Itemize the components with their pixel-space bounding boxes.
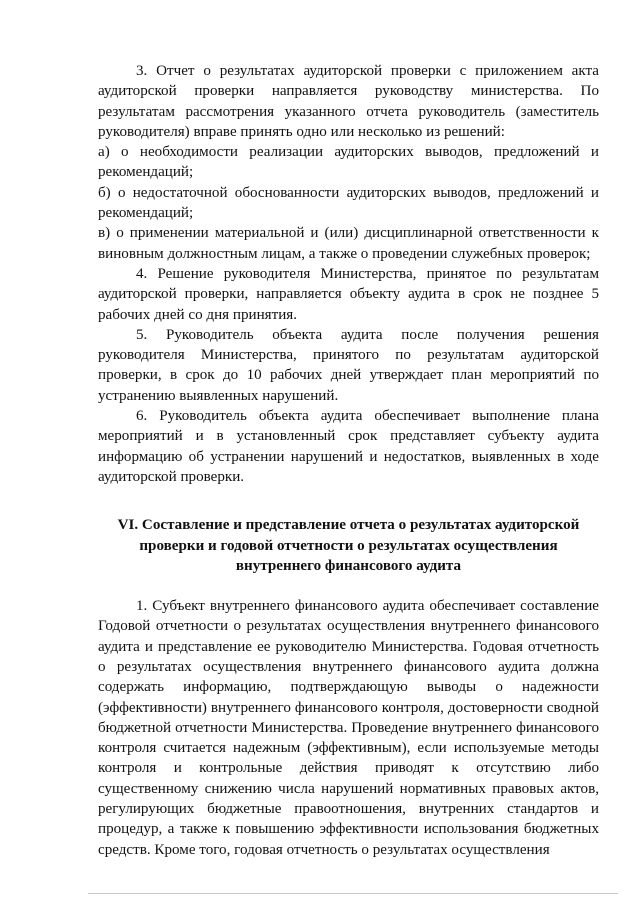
paragraph-item-6: 6. Руководитель объекта аудита обеспечивает выполнение плана мероприятий и в установленный срок представляет субъекту аудита информацию об устранении нарушений и недостатков, выявленных в ходе аудиторской проверки.	[98, 408, 599, 485]
page-bottom-edge	[88, 893, 618, 894]
paragraph-item-3: 3. Отчет о результатах аудиторской проверки с приложением акта аудиторской проверки направляется руководству министерства. По результатам рассмотрения указанного отчета руководитель (заместитель руководителя) вправе принять одно или несколько из решений:	[98, 63, 599, 140]
paragraph-option-b: б) о недостаточной обоснованности аудиторских выводов, предложений и рекомендаций;	[98, 184, 599, 222]
paragraph-option-c: в) о применении материальной и (или) дисциплинарной ответственности к виновным должностным лицам, а также о проведении служебных проверок;	[98, 225, 599, 262]
section-heading: VI. Составление и представление отчета о результатах аудиторской проверки и годовой отчетности о результатах осуществления внутреннего финансового аудита	[117, 517, 580, 575]
paragraph-section-item-1: 1. Субъект внутреннего финансового аудита обеспечивает составление Годовой отчетности о результатах осуществления внутреннего финансового аудита и представление ее руководителю Министерства. Годовая отчетность о результатах осуществления внутреннего финансового аудита должна содержать информацию, подтверждающую выводы о надежности (эффективности) внутреннего финансового контроля, достоверности сводной бюджетной отчетности Министерства. Проведение внутреннего финансового контроля считается надежным (эффективным), если используемые методы контроля и контрольные действия приводят к отсутствию либо существенному снижению числа нарушений нормативных правовых актов, регулирующих бюджетные правоотношения, внутренних стандартов и процедур, а также к повышению эффективности использования бюджетных средств. Кроме того, годовая отчетность о результатах осуществления	[98, 598, 599, 858]
paragraph-option-a: а) о необходимости реализации аудиторских выводов, предложений и рекомендаций;	[98, 144, 599, 181]
document-body	[98, 61, 599, 860]
paragraph-item-4: 4. Решение руководителя Министерства, принятое по результатам аудиторской проверки, направляется объекту аудита в срок не позднее 5 рабочих дней со дня принятия.	[98, 265, 599, 323]
paragraph-item-5: 5. Руководитель объекта аудита после получения решения руководителя Министерства, принятого по результатам аудиторской проверки, в срок до 10 рабочих дней утверждает план мероприятий по устранению выявленных нарушений.	[98, 326, 599, 404]
